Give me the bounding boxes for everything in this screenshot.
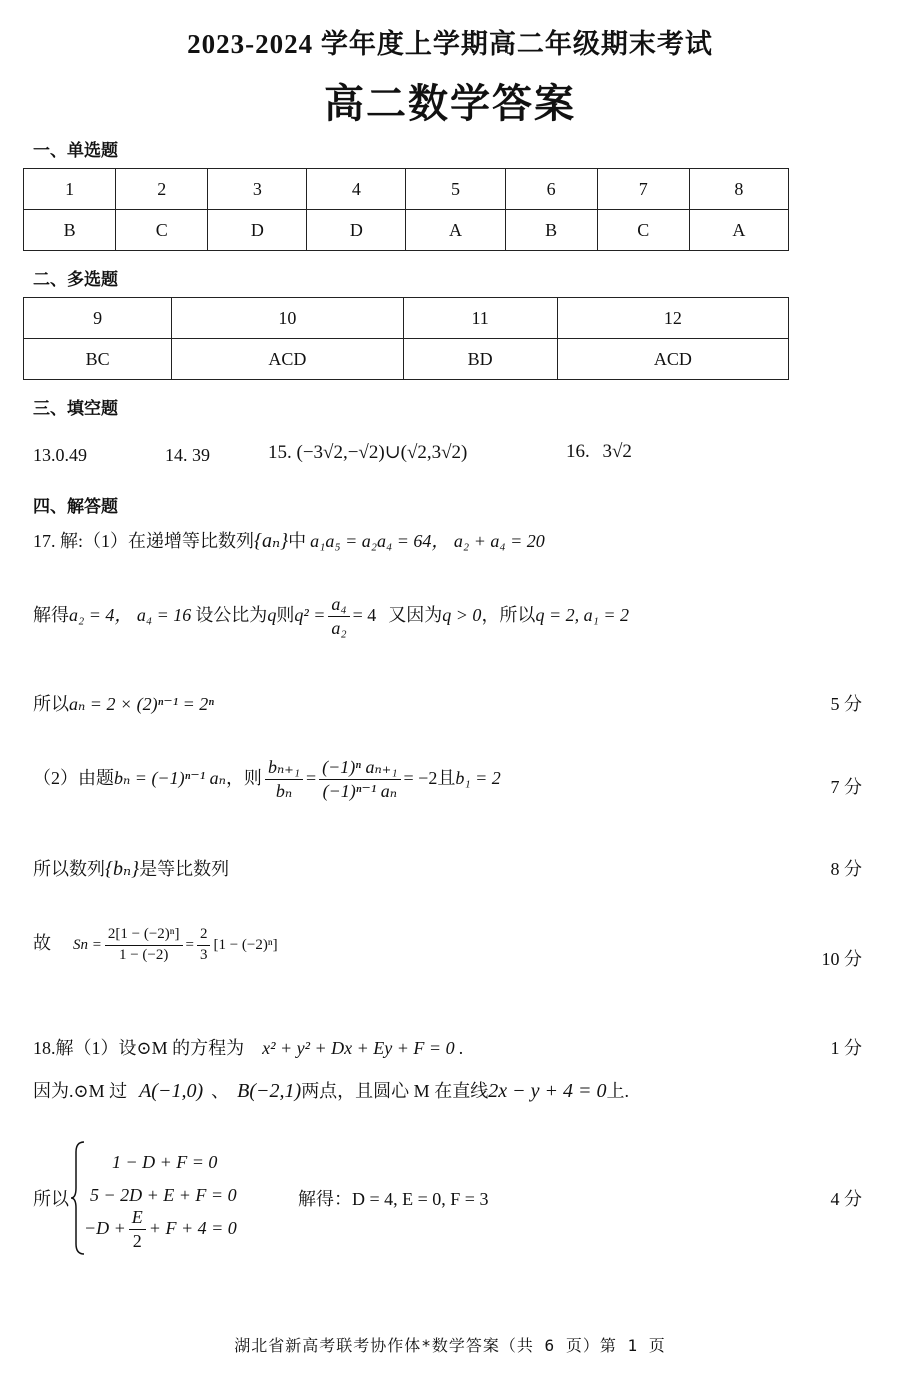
question-number: 3 [208,169,307,210]
q18-text: 、 [211,1081,230,1101]
fill-answer-15 [268,441,467,464]
numerator: (−1)ⁿ aₙ₊₁ [319,756,400,780]
question-number: 11 [403,298,557,339]
q17-text: 解得 [33,605,69,626]
fraction [319,756,400,804]
q17-text: 所以数列 [33,859,105,879]
q17-text: 是等比数列 [139,859,230,879]
q17-text: 所以 [33,694,69,714]
denominator: (−1)ⁿ⁻¹ aₙ [322,781,398,802]
q17-text: 中 [288,531,307,551]
math-seq: {bₙ} [105,858,140,880]
answer-cell: D [208,210,307,251]
denominator: a₂ [331,618,347,639]
fill-answer-13: 13.0.49 [33,445,87,465]
answer-subtitle: 高二数学答案 [324,81,576,126]
score-mark: 8 分 [830,859,862,879]
q18-text: 因为.⊙M 过 [33,1081,128,1101]
q18-line-2 [33,1077,629,1103]
answer-cell: B [505,210,597,251]
table-row [24,298,789,339]
table-row [24,339,789,380]
math-eq: x² + y² + Dx + Ey + F = 0 . [262,1038,464,1058]
q18-line-1 [33,1034,464,1060]
score-mark: 1 分 [830,1038,862,1058]
multi-choice-table [23,297,789,380]
math-eq: = [185,937,194,954]
fraction [265,756,303,804]
fill-answer-15-expr: (−3√2,−√2)∪(√2,3√2) [296,442,468,463]
q18-text: 上. [606,1081,629,1101]
math-point: B(−2,1) [237,1080,302,1102]
math-eq: bₙ = (−1)ⁿ⁻¹ aₙ [114,768,226,789]
math-eq: q² = [294,605,326,626]
system-eq-1: 1 − D + F = 0 [112,1152,218,1172]
math-eq: aₙ = 2 × (2)ⁿ⁻¹ = 2ⁿ [69,694,214,714]
math-eq: Sn = [73,937,102,954]
fill-answer-15-label: 15. [268,442,292,463]
exam-title: 2023-2024 学年度上学期高二年级期末考试 [187,29,713,59]
q17-line-5 [33,855,229,881]
q17-text: ，所以 [481,605,536,626]
question-number: 12 [557,298,788,339]
denominator: 2 [132,1231,142,1252]
numerator: a₄ [328,593,349,617]
math-eq: [1 − (−2)ⁿ] [213,937,278,954]
fraction [328,593,349,641]
q18-text: 18.解（1）设⊙M 的方程为 [33,1038,245,1058]
answer-cell: BD [403,339,557,380]
math-eq: 2x − y + 4 = 0 [488,1080,607,1102]
question-number: 9 [24,298,172,339]
q17-text: ，则 [225,768,262,789]
answer-cell: A [406,210,505,251]
q17-text: 17. 解:（1）在递增等比数列 [33,531,254,551]
question-number: 10 [172,298,403,339]
math-eq: a₂ = 4， a₄ = 16 [69,605,192,626]
answer-cell: B [24,210,116,251]
section-multi-choice: 二、多选题 [33,270,118,290]
math-eq: −D + [84,1218,126,1239]
math-eq: + F + 4 = 0 [148,1218,237,1239]
question-number: 2 [116,169,208,210]
question-number: 7 [597,169,689,210]
math-eq: = 4 [352,605,377,626]
numerator: 2 [197,925,211,946]
math-seq: {aₙ} [254,530,289,552]
answer-cell: C [116,210,208,251]
question-number: 1 [24,169,116,210]
system-eq-2: 5 − 2D + E + F = 0 [90,1185,237,1205]
fraction [197,925,211,965]
fraction [129,1206,146,1254]
table-row [24,169,789,210]
score-mark: 5 分 [830,694,862,714]
math-eq: q > 0 [442,605,482,626]
score-mark: 10 分 [821,949,862,969]
numerator: 2[1 − (−2)ⁿ] [105,925,183,946]
single-choice-table [23,168,789,251]
numerator: bₙ₊₁ [265,756,303,780]
fill-answer-16-label: 16. [566,441,590,462]
system-prefix: 所以 [33,1189,69,1209]
denominator: 3 [199,946,208,963]
q18-text: 两点，且圆心 M 在直线 [301,1081,489,1101]
q17-text: 且 [437,768,456,789]
math-eq: q = 2, a₁ = 2 [535,605,629,626]
answer-cell: C [597,210,689,251]
q17-text: 设公比为 [195,605,268,626]
table-row [24,210,789,251]
q17-text: 又因为 [388,605,443,626]
math-point: A(−1,0) [139,1080,204,1102]
question-number: 4 [307,169,406,210]
system-eq-3 [84,1206,237,1254]
denominator: 1 − (−2) [118,946,169,963]
system-solution: 解得：D = 4, E = 0, F = 3 [298,1189,489,1209]
q17-line-2 [33,593,629,641]
math-eq: = −2 [403,768,438,789]
numerator: E [129,1206,146,1230]
math-eq: b₁ = 2 [455,768,501,789]
fill-answer-14: 14. 39 [165,445,210,465]
q17-line-3 [33,690,214,716]
answer-cell: ACD [557,339,788,380]
q17-text: 则 [276,605,295,626]
answer-cell: ACD [172,339,403,380]
math-var: q [267,605,277,626]
fill-answer-16 [566,441,632,463]
answer-cell: D [307,210,406,251]
math-eq: a₁a₅ = a₂a₄ = 64， a₂ + a₄ = 20 [310,531,545,551]
q17-line-4: （2）由题bₙ = (−1)ⁿ⁻¹ aₙ，则 $\frac{\text{bₙ₊₁}}{\text{bₙ}}$ = $\frac{\text{(−1)ⁿ aₙ₊₁}}{\text{(−1)ⁿ⁻¹ aₙ}}$ = −2且b₁ = 2 [33,756,501,804]
denominator: bₙ [275,781,293,802]
q17-line-1 [33,527,545,553]
question-number: 5 [406,169,505,210]
answer-cell: BC [24,339,172,380]
question-number: 8 [689,169,788,210]
section-single-choice: 一、单选题 [33,141,118,161]
fill-answer-16-expr: 3√2 [602,441,632,462]
fraction [105,925,183,965]
score-mark: 7 分 [830,777,862,797]
page-footer: 湖北省新高考联考协作体*数学答案（共 6 页）第 1 页 [234,1336,666,1355]
question-number: 6 [505,169,597,210]
answer-cell: A [689,210,788,251]
section-fill-blank: 三、填空题 [33,399,118,419]
q17-line-6 [33,925,278,965]
q17-text: （2）由题 [33,768,114,789]
q17-text: 故 [33,933,51,954]
section-solve: 四、解答题 [33,497,118,517]
score-mark: 4 分 [830,1189,862,1209]
